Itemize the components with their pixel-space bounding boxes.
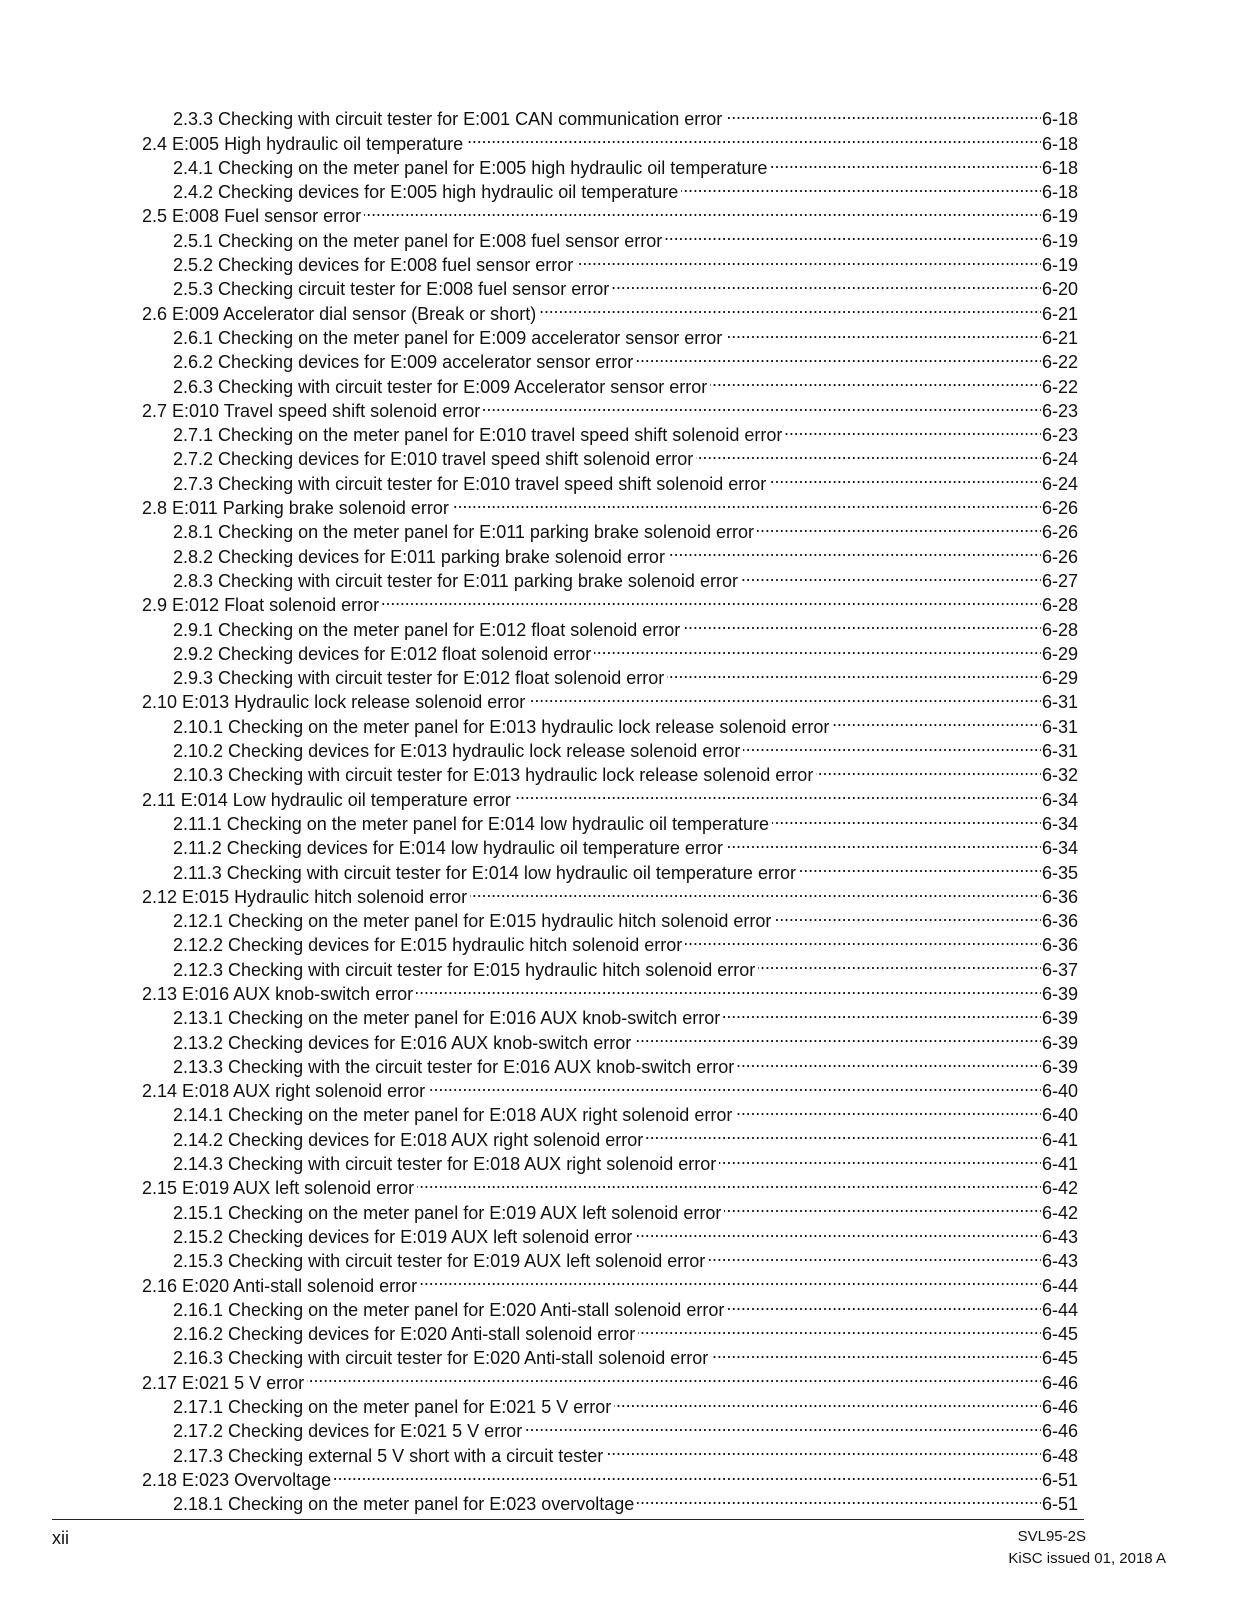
toc-dot-leader: [483, 393, 1041, 417]
toc-dot-leader: [638, 1316, 1041, 1340]
toc-entry-page: 6-27: [1041, 570, 1078, 591]
toc-dot-leader: [735, 1097, 1041, 1121]
toc-entry-title: 2.5.2 Checking devices for E:008 fuel sensor error: [173, 255, 574, 276]
toc-entry-page: 6-32: [1041, 765, 1078, 786]
toc-entry-page: 6-22: [1041, 352, 1078, 373]
issue-info: KiSC issued 01, 2018 A: [1008, 1550, 1166, 1567]
toc-dot-leader: [724, 1194, 1041, 1218]
toc-entry-title: 2.16.3 Checking with circuit tester for E:020 Anti-stall solenoid error: [173, 1348, 709, 1369]
toc-dot-leader: [681, 174, 1041, 198]
toc-entry-title: 2.11 E:014 Low hydraulic oil temperature error: [142, 789, 511, 810]
toc-dot-leader: [743, 733, 1041, 757]
toc-entry-page: 6-18: [1041, 157, 1078, 178]
table-of-contents: [142, 101, 1078, 1515]
toc-entry-title: 2.9 E:012 Float solenoid error: [142, 595, 380, 616]
toc-dot-leader: [606, 1437, 1041, 1461]
toc-dot-leader: [737, 1049, 1041, 1073]
toc-entry-page: 6-41: [1041, 1154, 1078, 1175]
toc-dot-leader: [696, 441, 1041, 465]
toc-dot-leader: [637, 1486, 1041, 1510]
toc-dot-leader: [466, 125, 1041, 149]
toc-entry-title: 2.10.1 Checking on the meter panel for E:013 hydraulic lock release solenoid error: [173, 716, 830, 737]
toc-entry-page: 6-39: [1041, 983, 1078, 1004]
toc-entry-title: 2.13.1 Checking on the meter panel for E:016 AUX knob-switch error: [173, 1008, 721, 1029]
toc-entry-title: 2.16 E:020 Anti-stall solenoid error: [142, 1275, 418, 1296]
toc-entry-title: 2.11.3 Checking with circuit tester for E:014 low hydraulic oil temperature error: [173, 862, 796, 883]
toc-entry-page: 6-46: [1041, 1372, 1078, 1393]
toc-entry-page: 6-51: [1041, 1494, 1078, 1515]
toc-entry-page: 6-34: [1041, 813, 1078, 834]
footer-divider: [52, 1519, 1084, 1520]
toc-entry-title: 2.8.1 Checking on the meter panel for E:011 parking brake solenoid error: [173, 522, 755, 543]
toc-dot-leader: [708, 1243, 1041, 1267]
toc-dot-leader: [667, 660, 1041, 684]
toc-entry-title: 2.10.2 Checking devices for E:013 hydraulic lock release solenoid error: [173, 741, 741, 762]
toc-entry-page: 6-31: [1041, 716, 1078, 737]
toc-entry-page: 6-37: [1041, 959, 1078, 980]
toc-entry-page: 6-28: [1041, 595, 1078, 616]
toc-dot-leader: [710, 368, 1041, 392]
toc-dot-leader: [417, 1170, 1041, 1194]
toc-entry-page: 6-22: [1041, 376, 1078, 397]
toc-entry-title: 2.14.2 Checking devices for E:018 AUX right solenoid error: [173, 1129, 644, 1150]
toc-entry-title: 2.14.1 Checking on the meter panel for E:018 AUX right solenoid error: [173, 1105, 733, 1126]
toc-entry-title: 2.13 E:016 AUX knob-switch error: [142, 983, 414, 1004]
toc-dot-leader: [725, 320, 1041, 344]
toc-dot-leader: [711, 1340, 1041, 1364]
toc-entry-title: 2.17 E:021 5 V error: [142, 1372, 305, 1393]
toc-entry-page: 6-21: [1041, 303, 1078, 324]
toc-entry-title: 2.18 E:023 Overvoltage: [142, 1469, 332, 1490]
toc-entry-page: 6-39: [1041, 1056, 1078, 1077]
toc-dot-leader: [668, 538, 1041, 562]
toc-entry-title: 2.6.1 Checking on the meter panel for E:009 accelerator sensor error: [173, 327, 723, 348]
toc-dot-leader: [576, 247, 1041, 271]
toc-dot-leader: [770, 150, 1041, 174]
toc-entry-title: 2.15.3 Checking with circuit tester for E:019 AUX left solenoid error: [173, 1251, 706, 1272]
toc-entry-page: 6-18: [1041, 133, 1078, 154]
toc-entry-title: 2.7.1 Checking on the meter panel for E:010 travel speed shift solenoid error: [173, 425, 783, 446]
toc-entry-page: 6-40: [1041, 1081, 1078, 1102]
toc-dot-leader: [514, 781, 1041, 805]
toc-dot-leader: [723, 1000, 1041, 1024]
toc-entry-title: 2.3.3 Checking with circuit tester for E:001 CAN communication error: [173, 109, 723, 130]
toc-entry-title: 2.10.3 Checking with circuit tester for E:013 hydraulic lock release solenoid error: [173, 765, 814, 786]
toc-entry-page: 6-44: [1041, 1275, 1078, 1296]
toc-entry-page: 6-23: [1041, 400, 1078, 421]
toc-dot-leader: [832, 708, 1041, 732]
toc-entry-title: 2.6 E:009 Accelerator dial sensor (Break or short): [142, 303, 537, 324]
toc-entry-page: 6-40: [1041, 1105, 1078, 1126]
toc-entry-title: 2.12.1 Checking on the meter panel for E:015 hydraulic hitch solenoid error: [173, 911, 772, 932]
toc-dot-leader: [636, 344, 1041, 368]
toc-entry-page: 6-20: [1041, 279, 1078, 300]
toc-dot-leader: [726, 830, 1041, 854]
toc-entry-page: 6-26: [1041, 546, 1078, 567]
toc-entry-title: 2.9.1 Checking on the meter panel for E:012 float solenoid error: [173, 619, 681, 640]
toc-dot-leader: [683, 611, 1041, 635]
toc-dot-leader: [452, 490, 1041, 514]
toc-dot-leader: [416, 976, 1041, 1000]
toc-entry-title: 2.8.2 Checking devices for E:011 parking brake solenoid error: [173, 546, 665, 567]
toc-entry-title: 2.6.2 Checking devices for E:009 accelerator sensor error: [173, 352, 634, 373]
toc-entry-page: 6-23: [1041, 425, 1078, 446]
toc-entry-page: 6-36: [1041, 886, 1078, 907]
toc-entry-page: 6-51: [1041, 1469, 1078, 1490]
toc-dot-leader: [525, 1413, 1041, 1437]
toc-entry-title: 2.4 E:005 High hydraulic oil temperature: [142, 133, 464, 154]
toc-entry-title: 2.8.3 Checking with circuit tester for E:011 parking brake solenoid error: [173, 570, 738, 591]
toc-entry-title: 2.4.2 Checking devices for E:005 high hydraulic oil temperature: [173, 182, 679, 203]
toc-dot-leader: [785, 417, 1041, 441]
toc-dot-leader: [428, 1073, 1041, 1097]
toc-dot-leader: [528, 684, 1041, 708]
toc-dot-leader: [364, 198, 1041, 222]
page-number: xii: [52, 1528, 69, 1548]
toc-entry-page: 6-34: [1041, 838, 1078, 859]
toc-entry-page: 6-19: [1041, 230, 1078, 251]
toc-entry-title: 2.12.2 Checking devices for E:015 hydraulic hitch solenoid error: [173, 935, 683, 956]
toc-entry-page: 6-45: [1041, 1324, 1078, 1345]
toc-entry-page: 6-39: [1041, 1008, 1078, 1029]
toc-entry-title: 2.15.2 Checking devices for E:019 AUX left solenoid error: [173, 1226, 633, 1247]
toc-entry-title: 2.13.3 Checking with the circuit tester for E:016 AUX knob-switch error: [173, 1056, 735, 1077]
toc-entry[interactable]: [142, 101, 1078, 130]
toc-entry-title: 2.11.1 Checking on the meter panel for E:014 low hydraulic oil temperature: [173, 813, 770, 834]
toc-entry-page: 6-36: [1041, 935, 1078, 956]
toc-entry-page: 6-34: [1041, 789, 1078, 810]
toc-entry-title: 2.17.1 Checking on the meter panel for E:021 5 V error: [173, 1397, 612, 1418]
toc-dot-leader: [470, 879, 1041, 903]
toc-entry-title: 2.10 E:013 Hydraulic lock release solenoid error: [142, 692, 526, 713]
toc-entry-page: 6-18: [1041, 182, 1078, 203]
toc-dot-leader: [758, 951, 1041, 975]
toc-entry-page: 6-31: [1041, 741, 1078, 762]
toc-entry-title: 2.15.1 Checking on the meter panel for E:019 AUX left solenoid error: [173, 1202, 722, 1223]
toc-entry-page: 6-42: [1041, 1178, 1078, 1199]
toc-entry-page: 6-44: [1041, 1299, 1078, 1320]
toc-entry-title: 2.11.2 Checking devices for E:014 low hydraulic oil temperature error: [173, 838, 723, 859]
toc-entry-title: 2.9.2 Checking devices for E:012 float solenoid error: [173, 643, 592, 664]
toc-entry-page: 6-39: [1041, 1032, 1078, 1053]
toc-entry-page: 6-26: [1041, 522, 1078, 543]
toc-entry-page: 6-46: [1041, 1397, 1078, 1418]
toc-entry-title: 2.6.3 Checking with circuit tester for E:009 Accelerator sensor error: [173, 376, 708, 397]
toc-dot-leader: [334, 1462, 1041, 1486]
toc-entry-page: 6-21: [1041, 327, 1078, 348]
toc-entry-title: 2.12 E:015 Hydraulic hitch solenoid error: [142, 886, 468, 907]
toc-entry-page: 6-24: [1041, 473, 1078, 494]
toc-entry-page: 6-29: [1041, 668, 1078, 689]
toc-dot-leader: [757, 514, 1041, 538]
toc-dot-leader: [719, 1146, 1041, 1170]
toc-dot-leader: [635, 1219, 1041, 1243]
toc-dot-leader: [307, 1364, 1041, 1388]
toc-entry-title: 2.16.2 Checking devices for E:020 Anti-stall solenoid error: [173, 1324, 636, 1345]
document-code: SVL95-2S: [1017, 1528, 1086, 1545]
toc-entry-page: 6-41: [1041, 1129, 1078, 1150]
toc-dot-leader: [799, 854, 1041, 878]
toc-entry-title: 2.5.1 Checking on the meter panel for E:008 fuel sensor error: [173, 230, 663, 251]
toc-entry-title: 2.13.2 Checking devices for E:016 AUX knob-switch error: [173, 1032, 632, 1053]
toc-dot-leader: [420, 1267, 1041, 1291]
toc-entry-page: 6-42: [1041, 1202, 1078, 1223]
toc-dot-leader: [539, 295, 1041, 319]
toc-dot-leader: [685, 927, 1041, 951]
toc-entry-page: 6-24: [1041, 449, 1078, 470]
toc-dot-leader: [594, 636, 1041, 660]
toc-entry-page: 6-31: [1041, 692, 1078, 713]
toc-entry-title: 2.7.3 Checking with circuit tester for E:010 travel speed shift solenoid error: [173, 473, 767, 494]
toc-dot-leader: [665, 222, 1041, 246]
toc-dot-leader: [772, 806, 1041, 830]
toc-entry-title: 2.17.2 Checking devices for E:021 5 V error: [173, 1421, 523, 1442]
toc-entry-page: 6-19: [1041, 206, 1078, 227]
toc-entry-page: 6-48: [1041, 1445, 1078, 1466]
toc-entry-page: 6-29: [1041, 643, 1078, 664]
toc-dot-leader: [382, 587, 1041, 611]
toc-entry-title: 2.16.1 Checking on the meter panel for E:020 Anti-stall solenoid error: [173, 1299, 725, 1320]
toc-dot-leader: [646, 1121, 1041, 1145]
toc-entry-title: 2.14 E:018 AUX right solenoid error: [142, 1081, 426, 1102]
toc-entry-page: 6-35: [1041, 862, 1078, 883]
toc-dot-leader: [774, 903, 1041, 927]
toc-dot-leader: [769, 465, 1041, 489]
toc-dot-leader: [612, 271, 1041, 295]
toc-dot-leader: [634, 1024, 1041, 1048]
toc-entry-title: 2.15 E:019 AUX left solenoid error: [142, 1178, 415, 1199]
toc-entry-page: 6-19: [1041, 255, 1078, 276]
toc-entry-title: 2.12.3 Checking with circuit tester for E:015 hydraulic hitch solenoid error: [173, 959, 756, 980]
toc-entry-title: 2.9.3 Checking with circuit tester for E:012 float solenoid error: [173, 668, 665, 689]
toc-entry-title: 2.14.3 Checking with circuit tester for E:018 AUX right solenoid error: [173, 1154, 717, 1175]
toc-entry-page: 6-26: [1041, 498, 1078, 519]
toc-dot-leader: [614, 1389, 1041, 1413]
toc-dot-leader: [741, 563, 1041, 587]
toc-entry-page: 6-43: [1041, 1251, 1078, 1272]
toc-entry-page: 6-18: [1041, 109, 1078, 130]
toc-entry-page: 6-28: [1041, 619, 1078, 640]
toc-entry-page: 6-43: [1041, 1226, 1078, 1247]
toc-entry-title: 2.17.3 Checking external 5 V short with a circuit tester: [173, 1445, 604, 1466]
toc-entry-title: 2.5 E:008 Fuel sensor error: [142, 206, 362, 227]
toc-entry-title: 2.5.3 Checking circuit tester for E:008 fuel sensor error: [173, 279, 610, 300]
toc-entry-title: 2.7 E:010 Travel speed shift solenoid error: [142, 400, 481, 421]
toc-entry-title: 2.4.1 Checking on the meter panel for E:005 high hydraulic oil temperature: [173, 157, 768, 178]
toc-entry-page: 6-45: [1041, 1348, 1078, 1369]
toc-dot-leader: [727, 1292, 1041, 1316]
toc-entry-title: 2.8 E:011 Parking brake solenoid error: [142, 498, 449, 519]
toc-entry-page: 6-36: [1041, 911, 1078, 932]
toc-dot-leader: [816, 757, 1041, 781]
toc-entry-page: 6-46: [1041, 1421, 1078, 1442]
toc-entry-title: 2.18.1 Checking on the meter panel for E:023 overvoltage: [173, 1494, 635, 1515]
toc-entry-title: 2.7.2 Checking devices for E:010 travel speed shift solenoid error: [173, 449, 694, 470]
toc-dot-leader: [725, 101, 1041, 125]
